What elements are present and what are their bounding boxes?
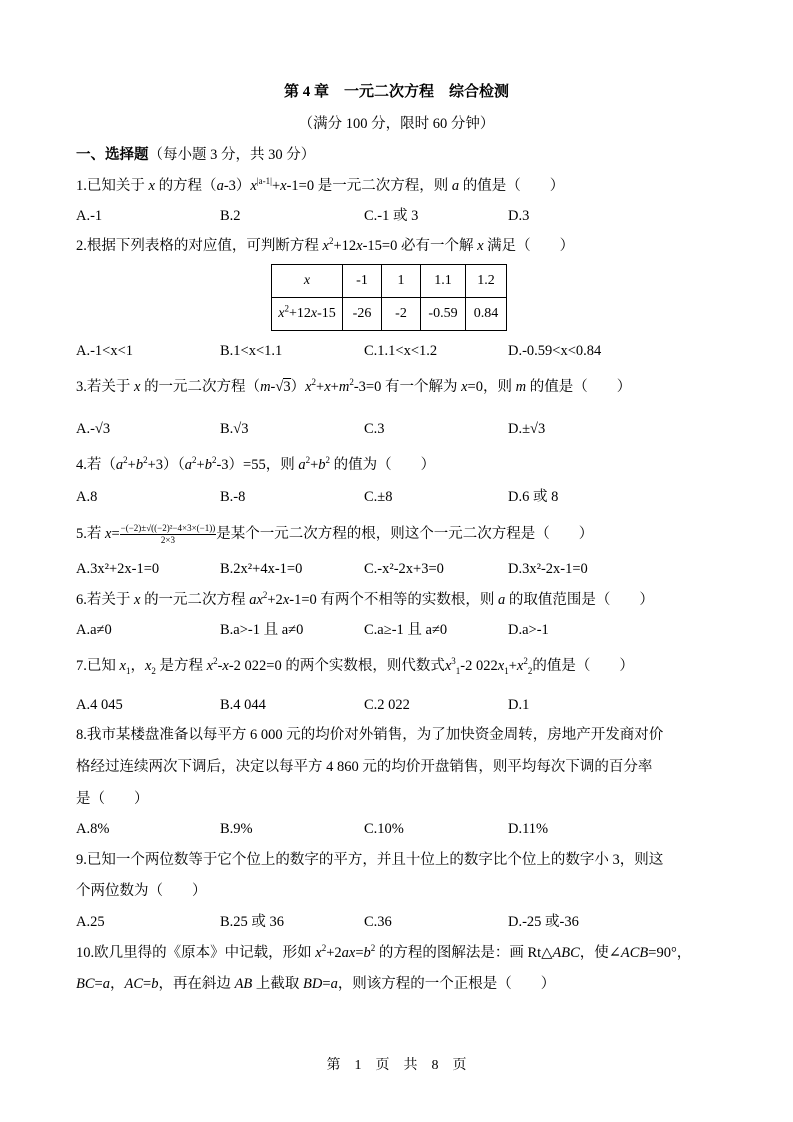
option-c: C.1.1<x<1.2 (364, 343, 438, 359)
table-row (272, 265, 507, 298)
option-a: A.-1<x<1 (76, 343, 134, 359)
option-d: D.a>-1 (508, 622, 549, 638)
option-b: B.9% (220, 821, 253, 837)
option-b: B.-8 (220, 489, 246, 505)
question-5: 5.若 x= $\frac{\text{−(−2)±√((−2)²−4×3×(−1))}}{2\times 3}$ 是某个一元二次方程的根，则这个一元二次方程是（ ） (76, 523, 594, 545)
question-9-options (76, 912, 716, 932)
option-d: D.1 (508, 697, 530, 713)
value-table (271, 264, 507, 331)
option-b: B.√3 (220, 421, 249, 437)
table-cell: -1 (343, 265, 382, 298)
question-2: 2.根据下列表格的对应值，可判断方程 $x^2+12x-15=0$ 必有一个解 x 满足（ ） (76, 236, 575, 254)
option-d: D.6 或 8 (508, 489, 559, 505)
root-formula: $\frac{\text{−(−2)±√((−2)²−4×3×(−1))}}{2\times 3}$ (120, 523, 216, 545)
section-heading-row (76, 145, 315, 165)
option-d: D.-25 或-36 (508, 914, 579, 930)
table-cell: -2 (382, 298, 421, 331)
option-a: A.-√3 (76, 421, 111, 437)
page-footer: 第 1 页 共 8 页 (326, 1058, 467, 1073)
table-cell: -0.59 (421, 298, 466, 331)
option-c: C.36 (364, 914, 392, 930)
table-cell: x (272, 265, 343, 298)
option-a: A.3x²+2x-1=0 (76, 561, 160, 577)
question-6: 6.若关于 x 的一元二次方程 $ax^2+2x-1=0$ 有两个不相等的实数根，则 a 的取值范围是（ ） (76, 590, 654, 608)
question-4-options (76, 487, 716, 507)
question-4: 4.若$(a^2+b^2+3)(a^2+b^2-3)=55$，则 $a^2+b^2$ 的值为（ ） (76, 455, 436, 473)
table-cell: 1.1 (421, 265, 466, 298)
option-d: D.3x²-2x-1=0 (508, 561, 588, 577)
option-b: B.a>-1 且 a≠0 (220, 622, 304, 638)
question-3: 3.若关于 x 的一元二次方程$(m-√3)x^2+x+m^2-3=0$ 有一个解为 x=0，则 m 的值是（ ） (76, 377, 632, 395)
option-a: A.8 (76, 489, 98, 505)
option-b: B.25 或 36 (220, 914, 285, 930)
option-c: C.±8 (364, 489, 393, 505)
page-title: 第 4 章 一元二次方程 综合检测 (283, 84, 509, 100)
question-8-line-3: 是（ ） (76, 791, 149, 807)
option-b: B.2x²+4x-1=0 (220, 561, 303, 577)
question-6-options (76, 620, 716, 640)
question-9-line-1: 9.已知一个两位数等于它个位上的数字的平方，并且十位上的数字比个位上的数字小 3，则这 (76, 852, 664, 868)
question-7-options (76, 695, 716, 715)
option-d: D.11% (508, 821, 549, 837)
question-8-line-2: 格经过连续两次下调后，决定以每平方 4 860 元的均价开盘销售，则平均每次下调的百分率 (76, 759, 653, 775)
table-cell: 1.2 (466, 265, 507, 298)
table-cell: -26 (343, 298, 382, 331)
section-note: （每小题 3 分，共 30 分） (148, 147, 316, 163)
option-b: B.4 044 (220, 697, 266, 713)
section-heading: 一、选择题 (76, 147, 149, 163)
table-cell: 1 (382, 265, 421, 298)
table-cell: $x^2+12x-15$ (272, 298, 343, 331)
option-a: A.4 045 (76, 697, 123, 713)
option-c: C.-x²-2x+3=0 (364, 561, 444, 577)
option-d: D.3 (508, 208, 530, 224)
option-a: A.a≠0 (76, 622, 112, 638)
table-cell: 0.84 (466, 298, 507, 331)
option-d: D.±√3 (508, 421, 546, 437)
question-2-options (76, 341, 716, 361)
option-c: C.2 022 (364, 697, 410, 713)
option-a: A.8% (76, 821, 110, 837)
option-c: C.a≥-1 且 a≠0 (364, 622, 448, 638)
option-b: B.2 (220, 208, 241, 224)
question-10-line-1: 10.欧几里得的《原本》中记载，形如 $x^2+2ax=b^2$ 的方程的图解法是：画 Rt△ABC，使∠ACB=90°， (76, 943, 692, 961)
question-9-line-2: 个两位数为（ ） (76, 883, 207, 899)
question-7: 7.已知 $x_1$，$x_2$ 是方程 $x^2-x-2$ 022=0 的两个实数根，则代数式$x^3_1-2$ $022x_1+x^2_2$的值是（ ） (76, 656, 634, 676)
option-c: C.3 (364, 421, 385, 437)
question-3-options (76, 419, 716, 439)
option-c: C.-1 或 3 (364, 208, 419, 224)
question-1: 1.已知关于 x 的方程$(a-3)x^{|a-1|}+x-1=0$ 是一元二次方程，则 a 的值是（ ） (76, 176, 565, 194)
question-8-options (76, 819, 716, 839)
option-c: C.10% (364, 821, 404, 837)
question-1-options (76, 206, 716, 226)
option-d: D.-0.59<x<0.84 (508, 343, 602, 359)
option-a: A.25 (76, 914, 105, 930)
question-10-line-2: BC=a，AC=b，再在斜边 AB 上截取 BD=a，则该方程的一个正根是（ ） (76, 976, 556, 992)
question-8-line-1: 8.我市某楼盘准备以每平方 6 000 元的均价对外销售，为了加快资金周转，房地产开发商对价 (76, 727, 664, 743)
table-row (272, 298, 507, 331)
question-5-options (76, 559, 716, 579)
page-subtitle: （满分 100 分，限时 60 分钟） (298, 116, 495, 132)
option-b: B.1<x<1.1 (220, 343, 283, 359)
option-a: A.-1 (76, 208, 103, 224)
